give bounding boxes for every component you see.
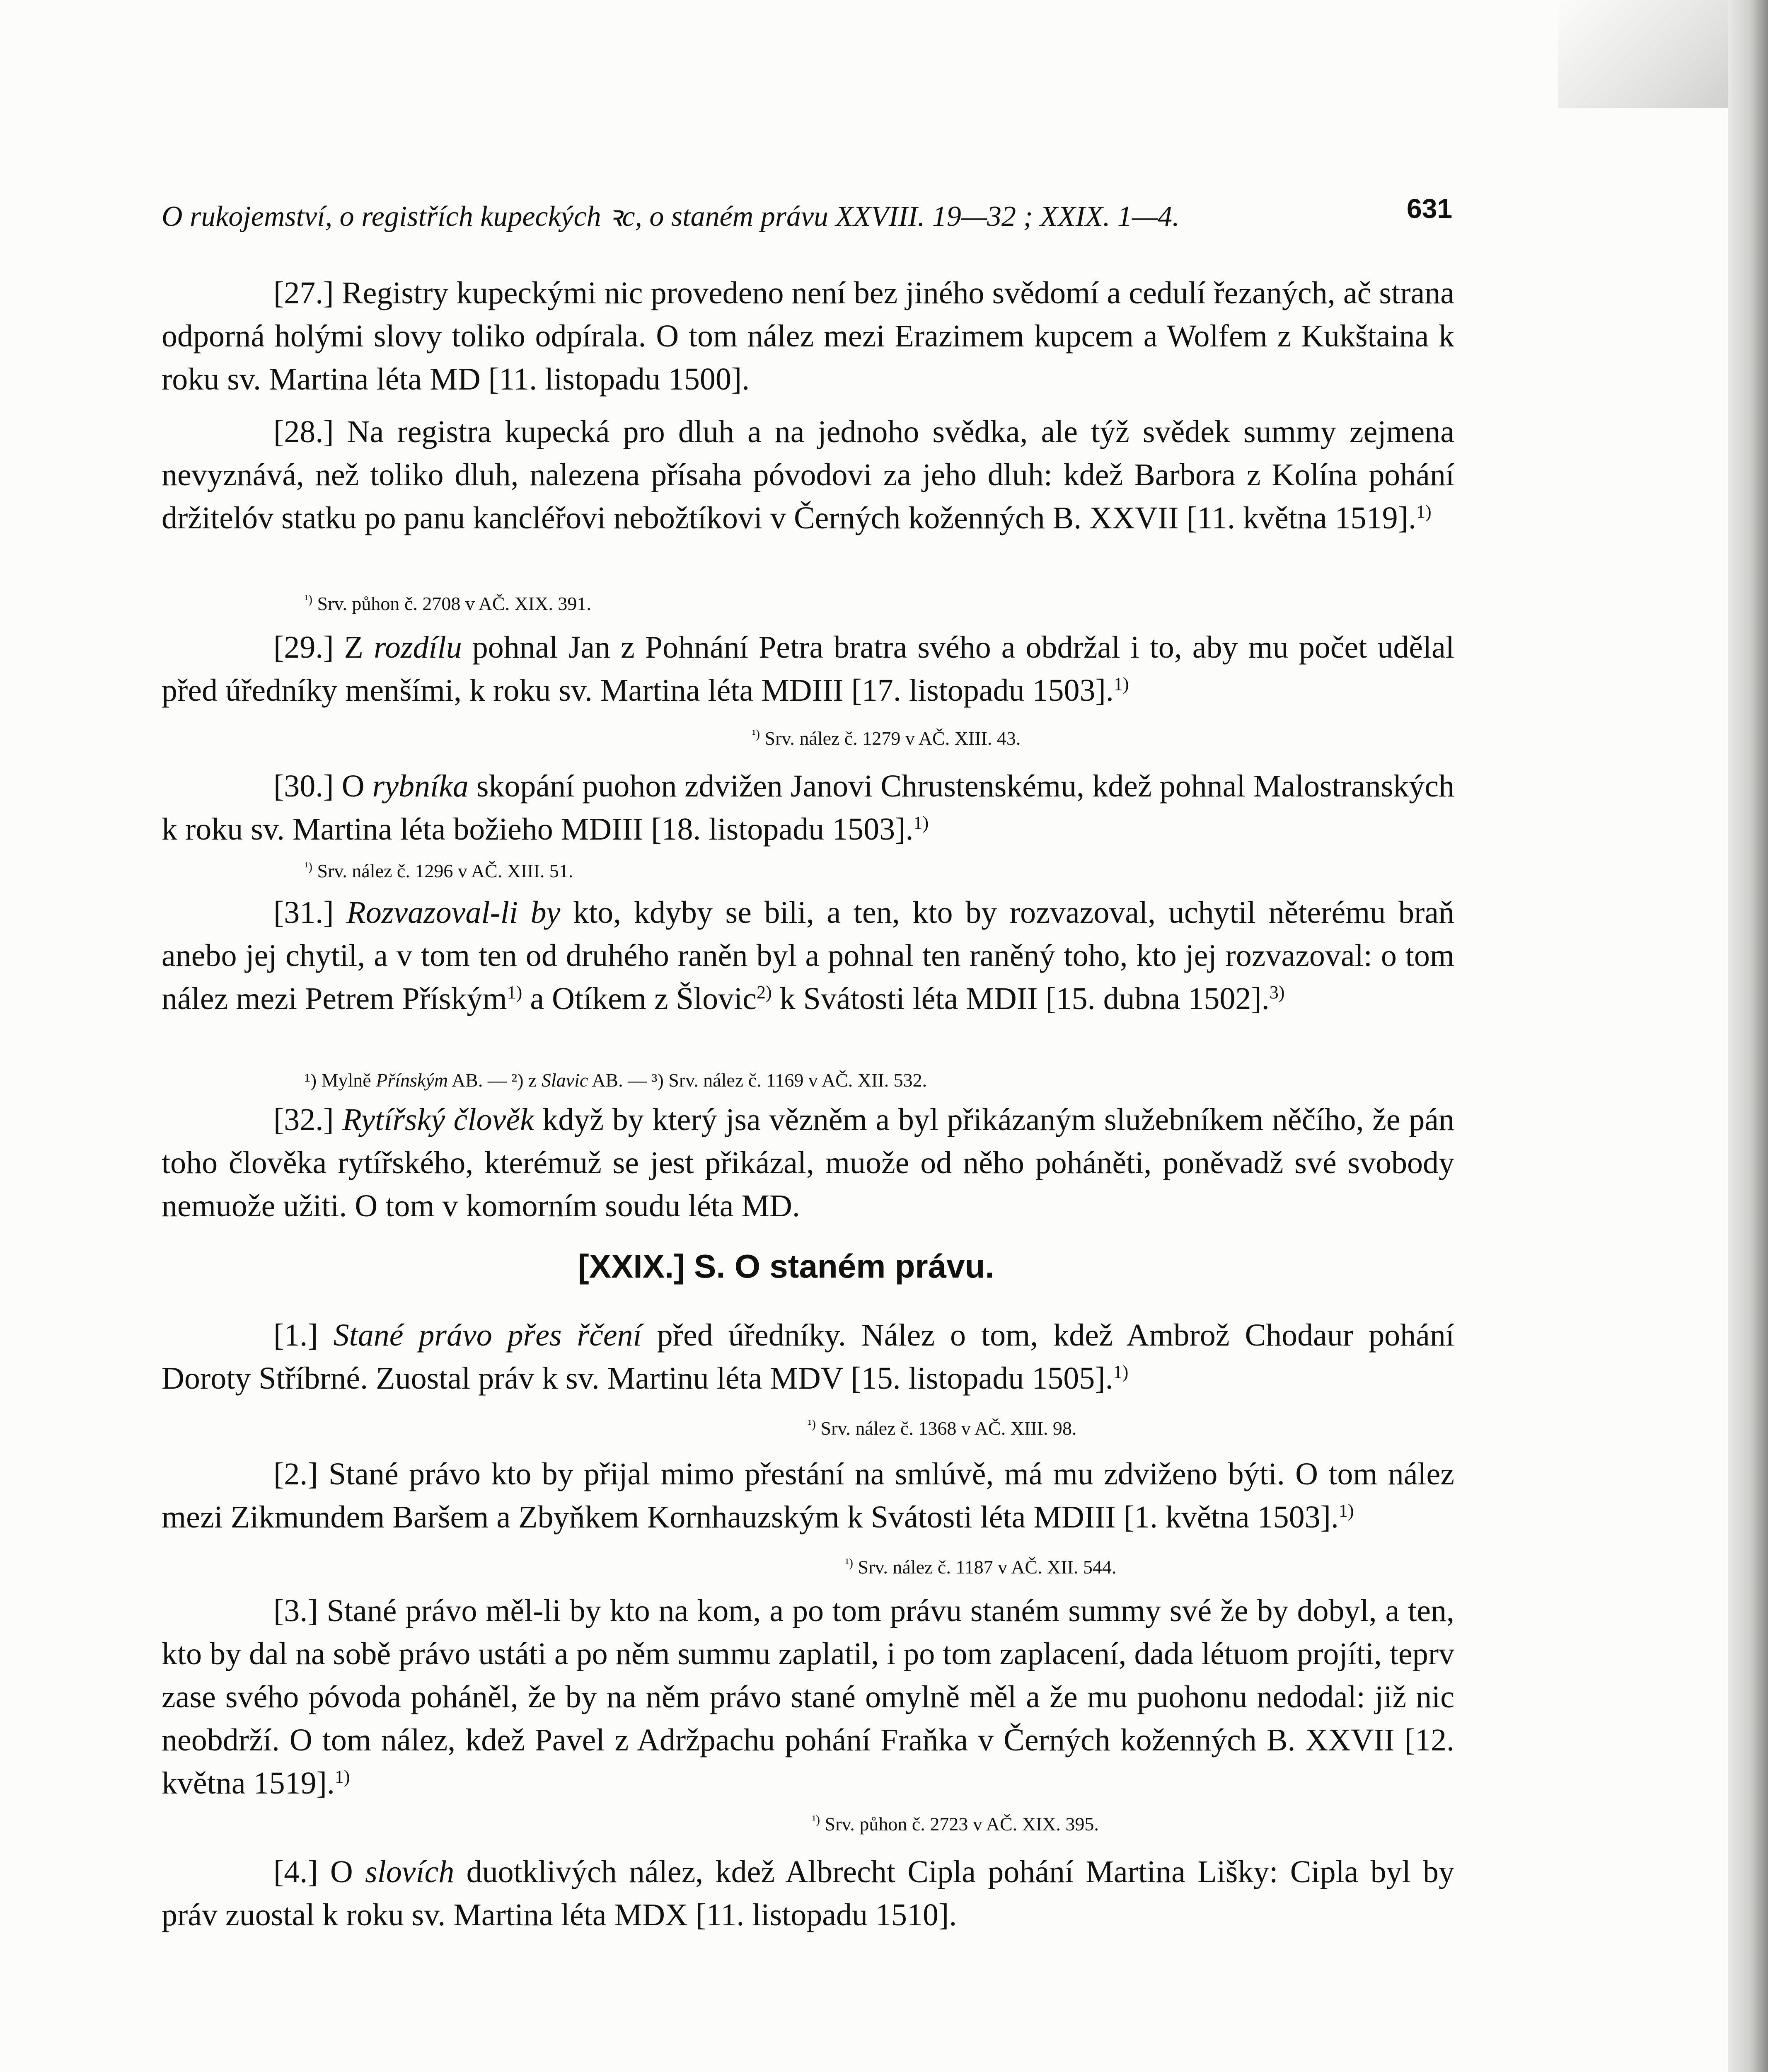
section-text: Z [344, 630, 364, 665]
section-xxix-4 [162, 1850, 1454, 1936]
section-number: [29.] [273, 630, 334, 665]
footnote-marker: ¹) [812, 1813, 820, 1827]
emphasis: Rytířský člověk [342, 1102, 534, 1137]
section-30 [162, 765, 1454, 851]
section-number: [31.] [273, 895, 334, 930]
section-number: [4.] [273, 1854, 318, 1889]
footnote-marker: 3) [1269, 982, 1285, 1002]
section-28 [162, 410, 1454, 540]
footnote-marker: ¹) [752, 727, 760, 741]
section-text: a Otíkem z Šlovic [530, 981, 757, 1016]
section-text: Stané právo měl-li by kto na kom, a po tom právu staném summy své že by dobyl, a ten, kto by dal na sobě právo ustáti a po něm summu zaplatil, i po tom zaplacení, dada létuom projíti, teprv zase svého póvoda poháněl, že by na něm právo stané omylně měl a že mu puohonu nedodal: již nic neobdrží. O tom nález, kdež Pavel z Adržpachu pohání Fraňka v Černých koženných B. XXVII [12. května 1519]. [162, 1593, 1455, 1801]
footnote-marker: 1) [334, 1767, 350, 1787]
footnote-xxix-3 [812, 1813, 1099, 1835]
section-text: O [341, 769, 365, 804]
footnote-marker: 1) [1416, 501, 1432, 522]
footnote-xxix-2 [845, 1556, 1116, 1578]
section-31 [162, 891, 1454, 1020]
emphasis: Stané právo přes řčení [333, 1318, 642, 1353]
footnote-xxix-1 [808, 1417, 1076, 1439]
footnote-marker: ¹) [808, 1417, 816, 1431]
emphasis: slovích [365, 1854, 455, 1889]
section-text: když by který jsa vězněm a byl přikázaným služebníkem něčího, že pán toho člověka rytířského, kterémuž se jest přikázal, muože od něho poháněti, poněvadž své svobody nemuože užiti. O tom v komorním soudu léta MD. [162, 1102, 1455, 1223]
footnote-28 [305, 593, 591, 615]
section-xxix-3 [162, 1589, 1454, 1805]
footnote-text: AB. — ³) Srv. nález č. 1169 v AČ. XII. 532. [592, 1070, 927, 1091]
section-text: k Svátosti léta MDII [15. dubna 1502]. [779, 981, 1270, 1016]
footnote-30 [305, 860, 573, 882]
page-edge [1728, 0, 1768, 2072]
footnote-marker: 1) [1113, 1362, 1129, 1382]
section-text: kto, kdyby se bili, a ten, kto by rozvazoval, uchytil něterému braň anebo jej chytil, a v tom ten od druhého raněn byl a pohnal ten raněný toho, kto jej rozvazoval: o tom nález mezi Petrem Příským [162, 895, 1455, 1016]
section-text: skopání puohon zdvižen Janovi Chrustenskému, kdež pohnal Malostranských k roku sv. Martina léta božieho MDIII [18. listopadu 1503]. [162, 769, 1455, 847]
footnote-marker: ¹) [305, 593, 312, 606]
footnote-marker: ¹) [845, 1556, 853, 1570]
footnote-marker: 1) [913, 813, 929, 833]
section-27 [162, 271, 1454, 401]
footnote-marker: ¹) [305, 860, 312, 874]
section-number: [1.] [273, 1318, 318, 1353]
footnote-text: ¹) Mylně [305, 1070, 371, 1091]
running-header: O rukojemství, o registřích kupeckých ꝛc, o staném právu XXVIII. 19—32 ; XXIX. 1—4. [162, 201, 1180, 232]
section-text: Registry kupeckými nic provedeno není bez jiného svědomí a cedulí řezaných, ač strana odporná holými slovy toliko odpírala. O tom nález mezi Erazimem kupcem a Wolfem z Kukštaina k roku sv. Martina léta MD [11. listopadu 1500]. [162, 276, 1455, 397]
emphasis: Rozvazoval-li by [346, 895, 561, 930]
footnote-31 [305, 1069, 927, 1091]
section-number: [28.] [273, 414, 334, 449]
footnote-text: Srv. nález č. 1279 v AČ. XIII. 43. [764, 728, 1021, 749]
footnote-emphasis: Slavic [541, 1070, 588, 1091]
page-number: 631 [1407, 193, 1453, 224]
footnote-text: Srv. půhon č. 2708 v AČ. XIX. 391. [317, 593, 591, 614]
section-number: [27.] [273, 276, 334, 310]
section-29 [162, 626, 1454, 712]
section-32 [162, 1098, 1454, 1227]
section-number: [30.] [273, 769, 334, 804]
footnote-text: Srv. půhon č. 2723 v AČ. XIX. 395. [825, 1813, 1099, 1835]
footnote-marker: 2) [757, 982, 772, 1002]
footnote-29 [752, 727, 1021, 749]
footnote-marker: 1) [1113, 674, 1129, 694]
page-corner-shading [1558, 0, 1728, 108]
footnote-marker: 1) [507, 982, 522, 1002]
emphasis: rybníka [372, 769, 469, 804]
section-number: [32.] [273, 1102, 334, 1137]
footnote-text: Srv. nález č. 1187 v AČ. XII. 544. [858, 1556, 1117, 1578]
section-number: [2.] [273, 1457, 318, 1491]
footnote-text: AB. — ²) z [451, 1070, 537, 1091]
section-xxix-2 [162, 1452, 1454, 1539]
section-text: Na registra kupecká pro dluh a na jednoho svědka, ale týž svědek summy zejmena nevyznává, než toliko dluh, nalezena přísaha póvodovi za jeho dluh: kdež Barbora z Kolína pohání držitelóv statku po panu kancléřovi nebožtíkovi v Černých koženných B. XXVII [11. května 1519]. [162, 414, 1455, 535]
footnote-text: Srv. nález č. 1296 v AČ. XIII. 51. [317, 860, 573, 881]
footnote-emphasis: Přínským [376, 1070, 448, 1091]
section-text: pohnal Jan z Pohnání Petra bratra svého a obdržal i to, aby mu počet udělal před úředníky menšími, k roku sv. Martina léta MDIII [17. listopadu 1503]. [162, 630, 1455, 708]
section-text: O [330, 1854, 353, 1889]
section-text: před úředníky. Nález o tom, kdež Ambrož Chodaur pohání Doroty Stříbrné. Zuostal práv k sv. Martinu léta MDV [15. listopadu 1505]. [162, 1318, 1454, 1396]
section-xxix-1 [162, 1314, 1454, 1400]
footnote-text: Srv. nález č. 1368 v AČ. XIII. 98. [820, 1418, 1077, 1439]
section-number: [3.] [273, 1593, 318, 1628]
section-text: Stané právo kto by přijal mimo přestání na smlúvě, má mu zdviženo býti. O tom nález mezi Zikmundem Baršem a Zbyňkem Kornhauzským k Svátosti léta MDIII [1. května 1503]. [162, 1457, 1454, 1535]
emphasis: rozdílu [374, 630, 462, 665]
footnote-marker: 1) [1338, 1501, 1354, 1521]
section-text: duotklivých nález, kdež Albrecht Cipla pohání Martina Lišky: Cipla byl by práv zuostal k roku sv. Martina léta MDX [11. listopadu 1510]. [162, 1854, 1455, 1932]
section-heading: [XXIX.] S. O staném právu. [578, 1248, 994, 1285]
